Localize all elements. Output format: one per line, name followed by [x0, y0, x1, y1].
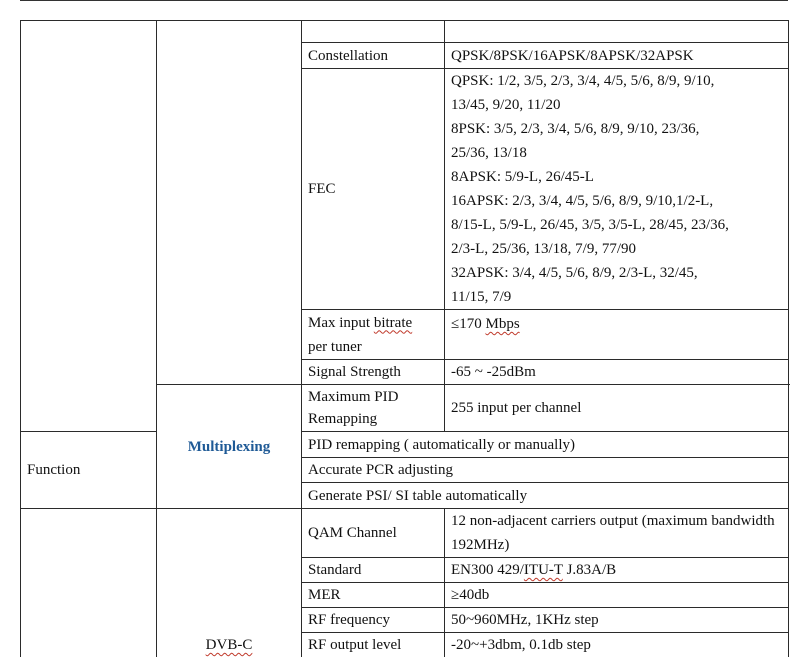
function-label: Function — [21, 432, 157, 509]
qam-channel-label: QAM Channel — [302, 509, 445, 558]
subsection-cell-empty — [157, 21, 302, 385]
fec-line: 16APSK: 2/3, 3/4, 4/5, 5/6, 8/9, 9/10,1/2-L, — [451, 193, 714, 209]
dvbc-label-text: DVB-C — [205, 637, 253, 653]
spec-table — [20, 20, 789, 657]
fec-line: 25/36, 13/18 — [451, 145, 527, 161]
empty-cell — [302, 21, 445, 43]
standard-value — [445, 558, 789, 583]
fec-line: 32APSK: 3/4, 4/5, 5/6, 8/9, 2/3-L, 32/45, — [451, 265, 698, 281]
rf-frequency-value: 50~960MHz, 1KHz step — [445, 608, 789, 633]
function-value: PID remapping ( automatically or manually) — [302, 432, 789, 458]
fec-line: 13/45, 9/20, 11/20 — [451, 97, 561, 113]
fec-line: 8APSK: 5/9-L, 26/45-L — [451, 169, 594, 185]
max-input-value-unit: Mbps — [485, 316, 520, 332]
fec-line: 8PSK: 3/5, 2/3, 3/4, 5/6, 8/9, 9/10, 23/36, — [451, 121, 700, 137]
fec-value — [445, 69, 789, 310]
section-cell-empty — [21, 21, 157, 432]
max-input-value-number: ≤170 — [451, 316, 482, 332]
max-input-value — [445, 310, 789, 360]
fec-line: 2/3-L, 25/36, 13/18, 7/9, 77/90 — [451, 241, 636, 257]
empty-cell — [445, 21, 789, 43]
fec-line: QPSK: 1/2, 3/5, 2/3, 3/4, 4/5, 5/6, 8/9, 9/10, — [451, 73, 715, 89]
fec-line: 11/15, 7/9 — [451, 289, 512, 305]
standard-value-b: ITU-T — [523, 562, 563, 578]
signal-strength-value: -65 ~ -25dBm — [445, 360, 789, 385]
function-value: Accurate PCR adjusting — [302, 458, 789, 483]
standard-label: Standard — [302, 558, 445, 583]
rf-output-level-label: RF output level — [302, 633, 445, 658]
section-cell-empty — [21, 509, 157, 658]
mer-label: MER — [302, 583, 445, 608]
standard-value-c: J.83A/B — [562, 562, 617, 578]
constellation-label: Constellation — [302, 43, 445, 69]
qam-channel-value: 12 non-adjacent carriers output (maximum bandwidth 192MHz) — [445, 509, 789, 558]
function-value: Generate PSI/ SI table automatically — [302, 483, 789, 509]
max-pid-value: 255 input per channel — [445, 385, 789, 432]
max-input-label — [302, 310, 445, 360]
signal-strength-label: Signal Strength — [302, 360, 445, 385]
rf-output-level-value: -20~+3dbm, 0.1db step — [445, 633, 789, 658]
rf-frequency-label: RF frequency — [302, 608, 445, 633]
multiplexing-section-label: Multiplexing — [157, 385, 302, 509]
fec-label: FEC — [302, 69, 445, 310]
fec-line: 8/15-L, 5/9-L, 26/45, 3/5, 3/5-L, 28/45, 23/36, — [451, 217, 729, 233]
top-border-line — [20, 0, 788, 1]
mer-value: ≥40db — [445, 583, 789, 608]
table-row — [21, 432, 789, 458]
max-input-label-part1: Max input — [308, 314, 371, 331]
max-input-label-line2: per tuner — [308, 338, 362, 355]
max-pid-label: Maximum PID Remapping — [302, 385, 445, 432]
max-input-label-part2: bitrate — [373, 314, 413, 331]
standard-value-a: EN300 429/ — [451, 562, 524, 578]
table-row — [21, 21, 789, 43]
constellation-value: QPSK/8PSK/16APSK/8APSK/32APSK — [445, 43, 789, 69]
dvbc-label — [157, 509, 302, 658]
table-row — [21, 509, 789, 558]
